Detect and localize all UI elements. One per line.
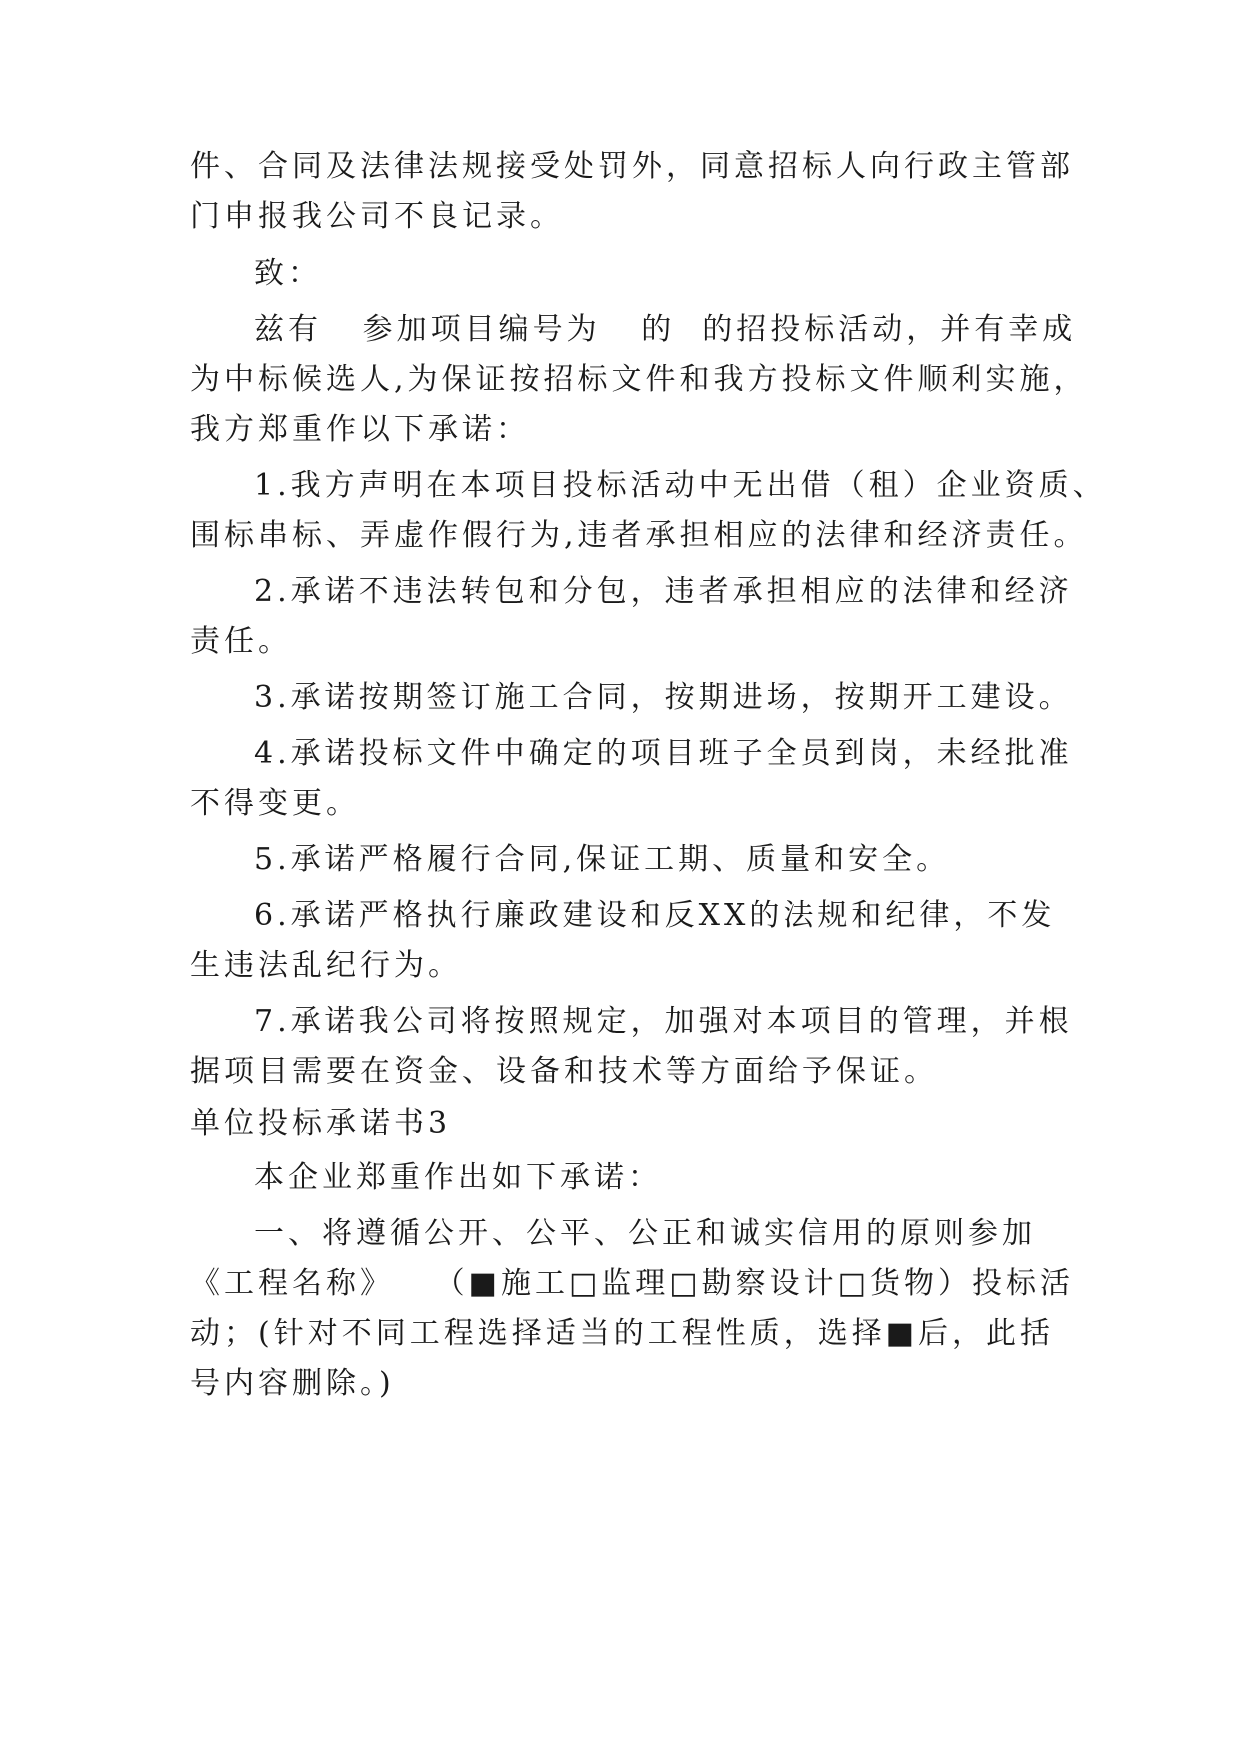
commitment-item: 2.承诺不违法转包和分包，违者承担相应的法律和经济 bbox=[254, 574, 1073, 609]
commitment-item: 6.承诺严格执行廉政建设和反XX的法规和纪律，不发 bbox=[254, 898, 1056, 933]
paragraph-line: 为中标候选人,为保证按招标文件和我方投标文件顺利实施， bbox=[190, 362, 1088, 397]
paragraph-line: 门申报我公司不良记录。 bbox=[190, 199, 564, 234]
paragraph-line: 围标串标、弄虚作假行为,违者承担相应的法律和经济责任。 bbox=[190, 518, 1088, 553]
paragraph-line: 生违法乱纪行为。 bbox=[190, 948, 462, 983]
paragraph-line: 责任。 bbox=[190, 624, 292, 659]
commitment-item: 4.承诺投标文件中确定的项目班子全员到岗，未经批准 bbox=[254, 736, 1073, 771]
commitment-item: 5.承诺严格履行合同,保证工期、质量和安全。 bbox=[254, 842, 951, 877]
commitment-item: 1.我方声明在本项目投标活动中无出借（租）企业资质、 bbox=[254, 468, 1107, 503]
paragraph-line: 动；(针对不同工程选择适当的工程性质，选择■后，此括 bbox=[190, 1316, 1055, 1351]
commitment-item: 3.承诺按期签订施工合同，按期进场，按期开工建设。 bbox=[254, 680, 1073, 715]
paragraph-line: 本企业郑重作出如下承诺： bbox=[254, 1160, 662, 1195]
paragraph-line: 我方郑重作以下承诺： bbox=[190, 412, 530, 447]
section-heading: 单位投标承诺书3 bbox=[190, 1106, 452, 1141]
paragraph-line: 件、合同及法律法规接受处罚外，同意招标人向行政主管部 bbox=[190, 149, 1074, 184]
paragraph-line: 号内容删除。) bbox=[190, 1366, 395, 1401]
paragraph-line: 不得变更。 bbox=[190, 786, 360, 821]
paragraph-line: 据项目需要在资金、设备和技术等方面给予保证。 bbox=[190, 1054, 938, 1089]
paragraph-line: 《工程名称》 （■施工□监理□勘察设计□货物）投标活 bbox=[190, 1266, 1074, 1301]
commitment-item: 7.承诺我公司将按照规定，加强对本项目的管理，并根 bbox=[254, 1004, 1073, 1039]
salutation: 致： bbox=[254, 256, 322, 291]
paragraph-line: 兹有 参加项目编号为 的 的招投标活动，并有幸成 bbox=[254, 312, 1077, 347]
paragraph-line: 一、将遵循公开、公平、公正和诚实信用的原则参加 bbox=[254, 1216, 1036, 1251]
